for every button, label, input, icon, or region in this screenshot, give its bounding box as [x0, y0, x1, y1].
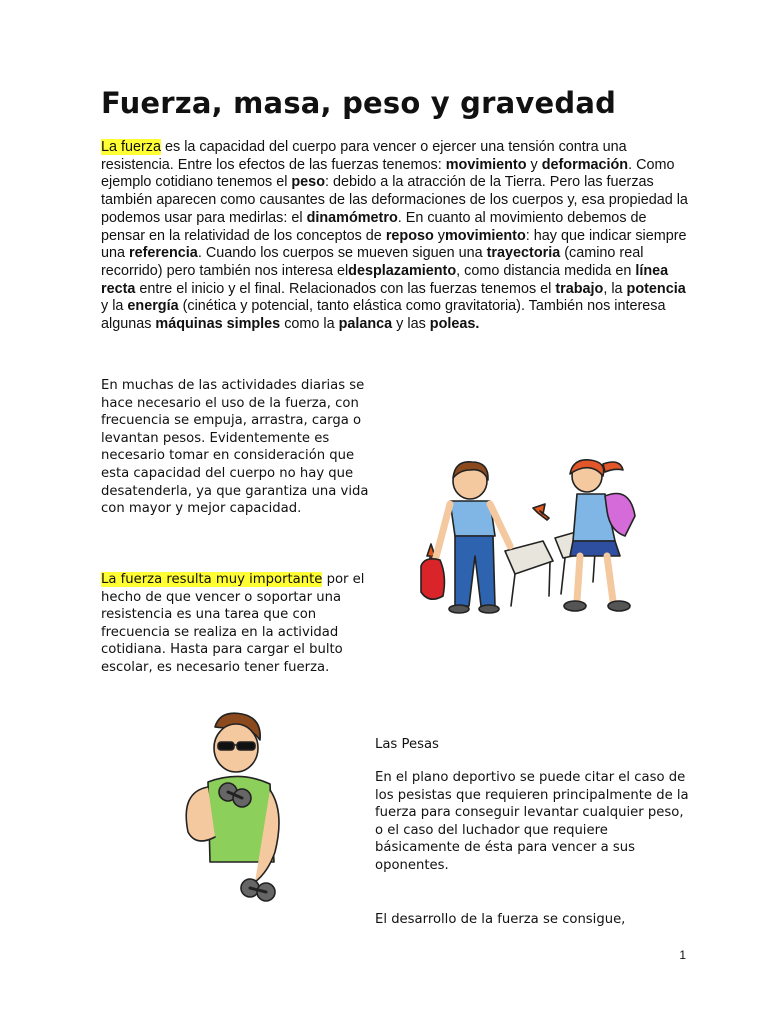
pesas-paragraph: En el plano deportivo se puede citar el caso de los pesistas que requieren principalmente de la fuerza para conseguir levantar cualquier peso, o el caso del luchador que requiere básicamente de ésta para vencer a sus oponentes.	[375, 770, 689, 873]
intro-paragraph	[101, 139, 691, 334]
school-bag-icon	[421, 559, 444, 599]
weightlifter-illustration	[170, 712, 310, 912]
term-palanca: palanca	[338, 316, 393, 333]
intro-text: y la	[101, 298, 128, 315]
intro-text: entre el inicio y el final. Relacionados con las fuerzas tenemos el	[135, 280, 556, 297]
highlight-la-fuerza: La fuerza	[101, 139, 162, 155]
term-deformacion: deformación	[541, 156, 629, 173]
page-title: Fuerza, masa, peso y gravedad	[101, 86, 617, 120]
boy-figure-icon	[435, 462, 510, 613]
dumbbell-icon	[241, 879, 275, 901]
arrow-icon	[533, 504, 549, 520]
sunglasses-icon	[218, 742, 234, 750]
term-desplazamiento: desplazamiento	[348, 262, 457, 279]
intro-text: y	[433, 227, 445, 244]
term-energia: energía	[127, 298, 179, 315]
importance-text: por el hecho de que vencer o soportar una resistencia es una tarea que con frecuencia se realiza en la actividad cotidiana. Hasta para cargar el bulto escolar, es necesario tener fuerza.	[101, 572, 365, 675]
intro-text: y	[526, 156, 542, 173]
intro-text: (camino real recorrido) pero también nos interesa el	[101, 245, 644, 279]
intro-text: . Como ejemplo cotidiano tenemos el	[101, 156, 675, 191]
highlight-importance: La fuerza resulta muy importante	[101, 572, 323, 587]
term-movimiento-2: movimiento	[445, 227, 526, 244]
intro-text: : debido a la atracción de la Tierra. Pero las fuerzas también aparecen como causantes de las deformaciones de los cuerpos y, esa propiedad la podemos usar para medirlas: el	[101, 174, 688, 226]
intro-text: . Cuando los cuerpos se mueven siguen una	[197, 245, 487, 262]
intro-text: , la	[603, 280, 627, 297]
children-carrying-illustration	[415, 456, 645, 626]
term-trayectoria: trayectoria	[486, 245, 561, 262]
intro-text: , como distancia medida en	[456, 262, 636, 279]
term-linea-recta: línea recta	[101, 262, 669, 297]
term-poleas: poleas.	[429, 316, 480, 333]
term-referencia: referencia	[129, 245, 198, 262]
term-movimiento: movimiento	[445, 156, 527, 173]
intro-text: como la	[280, 316, 339, 333]
term-peso: peso	[291, 174, 325, 191]
term-reposo: reposo	[385, 227, 434, 244]
girl-figure-icon	[564, 460, 635, 611]
page-number: 1	[679, 948, 686, 962]
section-title-pesas: Las Pesas	[375, 737, 439, 752]
pesas-continuation: El desarrollo de la fuerza se consigue,	[375, 912, 626, 927]
daily-activities-paragraph: En muchas de las actividades diarias se hace necesario el uso de la fuerza, con frecuencia se empuja, arrastra, carga o levantan pesos. Evidentemente es necesario tomar en consideración que esta capacidad del cuerpo no hay que desatenderla, ya que garantiza una vida con mayor y mejor capacidad.	[101, 378, 369, 517]
term-trabajo: trabajo	[555, 280, 604, 297]
intro-text: (cinética y potencial, tanto elástica como gravitatoria). También nos interesa algunas	[101, 298, 666, 333]
term-potencia: potencia	[626, 280, 686, 297]
importance-paragraph	[101, 571, 376, 677]
intro-text: : hay que indicar siempre una	[101, 227, 687, 262]
intro-text: es la capacidad del cuerpo para vencer o ejercer una tensión contra una resistencia. Entre los efectos de las fuerzas tenemos:	[101, 139, 627, 173]
term-maquinas-simples: máquinas simples	[155, 316, 281, 333]
intro-text: . En cuanto al movimiento debemos de pensar en la relatividad de los conceptos de	[101, 209, 647, 244]
intro-text: y las	[392, 316, 430, 333]
term-dinamometro: dinamómetro	[306, 209, 398, 226]
